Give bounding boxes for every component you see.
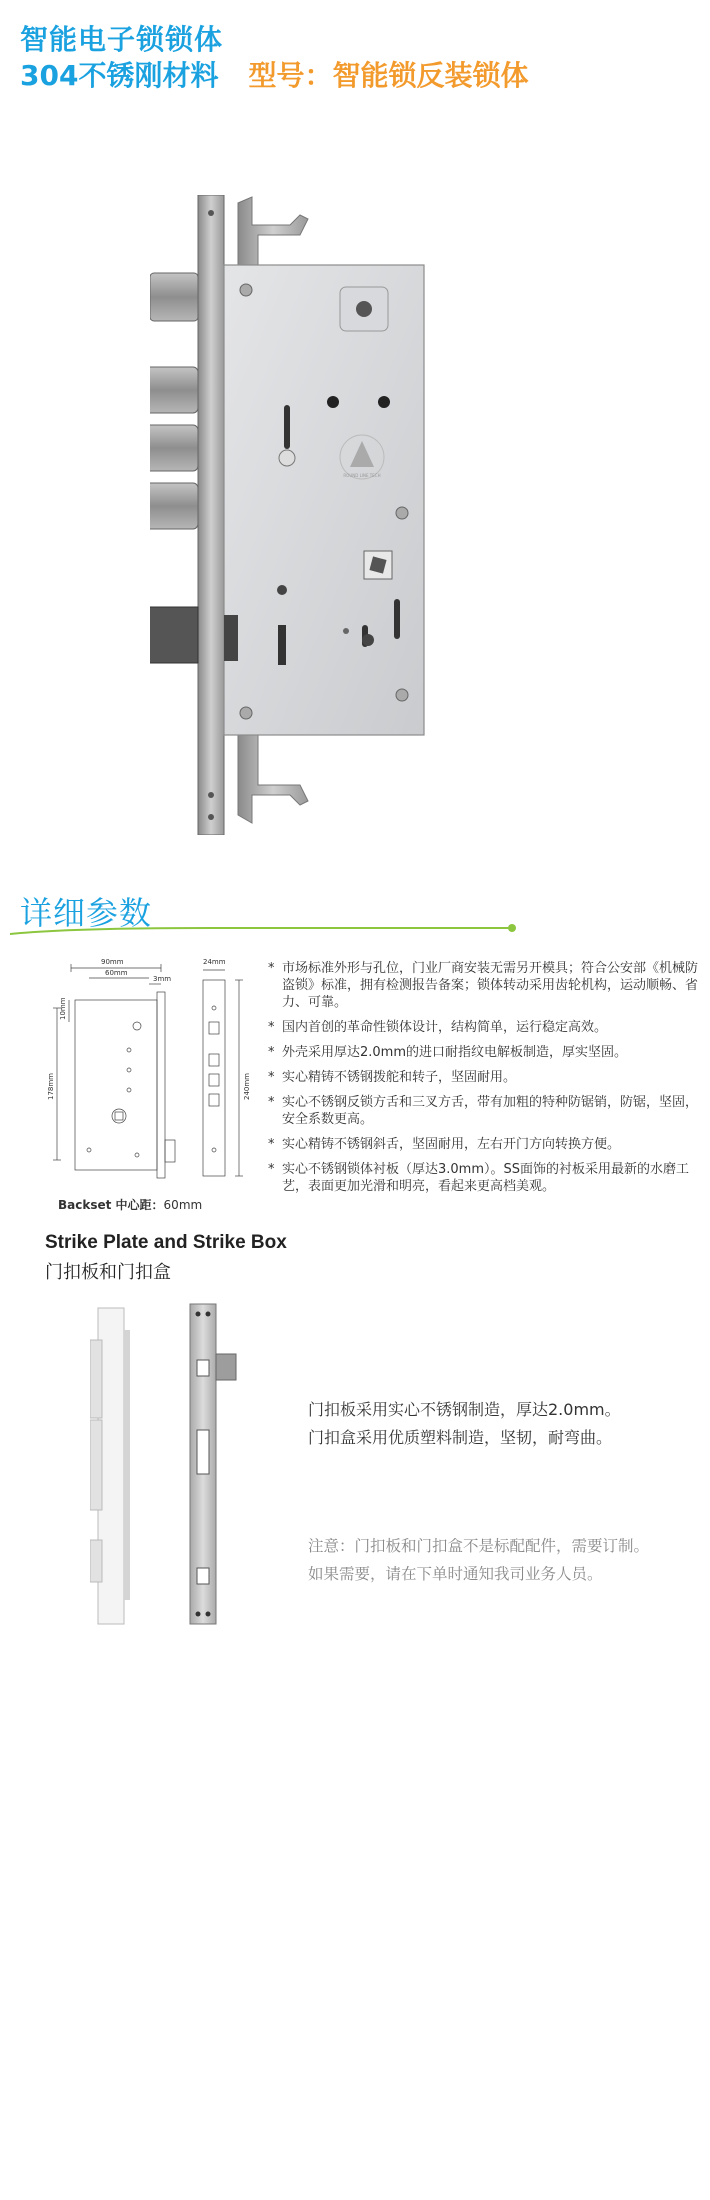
strike-desc-line2: 门扣盒采用优质塑料制造，坚韧，耐弯曲。 [308, 1428, 613, 1447]
feature-item: * 实心不锈钢反锁方舌和三叉方舌，带有加粗的特种防锯销，防锯，坚固，安全系数更高。 [268, 1094, 698, 1128]
strike-note-line2: 如果需要，请在下单时通知我司业务人员。 [308, 1565, 603, 1583]
dim-90: 90mm [101, 958, 124, 966]
feature-list [268, 960, 698, 1203]
feature-item: * 市场标准外形与孔位，门业厂商安装无需另开模具；符合公安部《机械防盗锁》标准，拥有检测报告备案；锁体转动采用齿轮机构，运动顺畅、省力、可靠。 [268, 960, 698, 1011]
model-label: 型号：智能锁反装锁体 [248, 59, 529, 92]
dim-178: 178mm [47, 1073, 55, 1100]
section-title-details: 详细参数 [20, 894, 153, 932]
feature-item: * 实心不锈钢锁体衬板（厚达3.0mm）。SS面饰的衬板采用最新的水磨工艺，表面更加光滑和明亮，看起来更高档美观。 [268, 1161, 698, 1195]
feature-item: * 实心精铸不锈钢拨舵和转子，坚固耐用。 [268, 1069, 698, 1086]
strike-note-line1: 注意：门扣板和门扣盒不是标配配件，需要订制。 [308, 1537, 650, 1555]
strike-title-cn: 门扣板和门扣盒 [45, 1262, 171, 1283]
dim-10: 10mm [59, 997, 67, 1020]
dimension-diagram [45, 950, 265, 1180]
section-divider [10, 924, 520, 938]
feature-item: * 实心精铸不锈钢斜舌，坚固耐用，左右开门方向转换方便。 [268, 1136, 698, 1153]
dim-24: 24mm [203, 958, 226, 966]
backset-label: Backset 中心距： [58, 1198, 164, 1212]
strike-plate-image [90, 1300, 330, 1630]
dim-60: 60mm [105, 969, 128, 977]
backset-info [58, 1196, 202, 1213]
dim-240: 240mm [243, 1073, 251, 1100]
strike-note [308, 1532, 703, 1588]
strike-title-en: Strike Plate and Strike Box [45, 1232, 287, 1253]
feature-item: * 国内首创的革命性锁体设计，结构简单，运行稳定高效。 [268, 1019, 698, 1036]
strike-description [308, 1396, 698, 1452]
feature-item: * 外壳采用厚达2.0mm的进口耐指纹电解板制造，厚实坚固。 [268, 1044, 698, 1061]
page-title: 智能电子锁锁体 [20, 23, 224, 56]
badge-text: ROUND LINE TECH [343, 473, 381, 478]
lock-body-image [150, 195, 460, 835]
dim-3: 3mm [153, 975, 172, 983]
material-label: 304不锈刚材料 [20, 59, 219, 92]
strike-desc-line1: 门扣板采用实心不锈钢制造，厚达2.0mm。 [308, 1400, 621, 1419]
backset-value: 60mm [163, 1198, 203, 1212]
subtitle [20, 54, 528, 94]
